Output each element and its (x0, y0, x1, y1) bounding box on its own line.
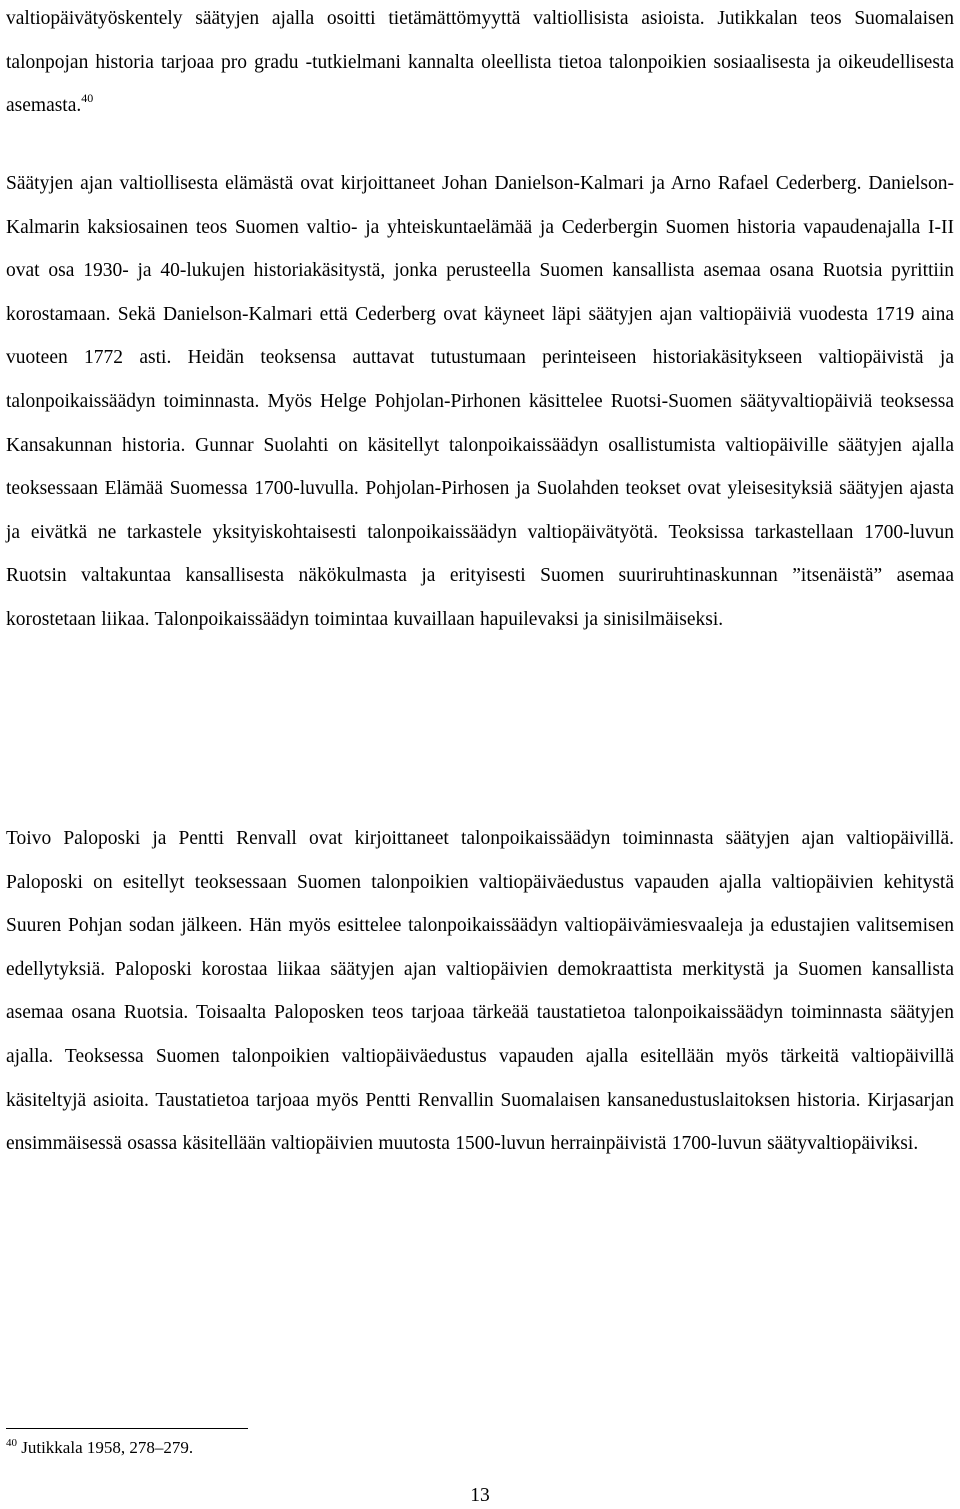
footnote-text: Jutikkala 1958, 278–279. (21, 1438, 194, 1457)
footnote-separator (6, 1428, 248, 1429)
footnote-reference[interactable]: 40 (81, 91, 94, 106)
paragraph-2 (6, 162, 954, 642)
paragraph-2-text: Säätyjen ajan valtiollisesta elämästä ovat kirjoittaneet Johan Danielson-Kalmari ja Arno Rafael Cederberg. Danielson-Kalmarin kaksiosainen teos Suomen valtio- ja yhteiskuntaelämää ja Cederbergin Suomen historia vapaudenajalla I-II ovat osa 1930- ja 40-lukujen historiakäsitystä, jonka perusteella Suomen kansallista asemaa osana Ruotsia pyrittiin korostamaan. Sekä Danielson-Kalmari että Cederberg ovat käyneet läpi säätyjen ajan valtiopäiviä vuodesta 1719 aina vuoteen 1772 asti. Heidän teoksensa auttavat tutustumaan perinteiseen historiakäsitykseen valtiopäivistä ja talonpoikaissäädyn toiminnasta. Myös Helge Pohjolan-Pirhonen käsittelee Ruotsi-Suomen säätyvaltiopäiviä teoksessa Kansakunnan historia. Gunnar Suolahti on käsitellyt talonpoikaissäädyn osallistumista valtiopäiville säätyjen ajalla teoksessaan Elämää Suomessa 1700-luvulla. Pohjolan-Pirhosen ja Suolahden teokset ovat yleisesityksiä säätyjen ajasta ja eivätkä ne tarkastele yksityiskohtaisesti talonpoikaissäädyn valtiopäivätyötä. Teoksissa tarkastellaan 1700-luvun Ruotsin valtakuntaa kansallisesta näkökulmasta ja erityisesti Suomen suuriruhtinaskunnan ”itsenäistä” asemaa korostetaan liikaa. Talonpoikaissäädyn toimintaa kuvaillaan hapuilevaksi ja sinisilmäiseksi. (6, 173, 954, 630)
paragraph-3 (6, 817, 954, 1166)
paragraph-3-text: Toivo Paloposki ja Pentti Renvall ovat kirjoittaneet talonpoikaissäädyn toiminnasta säätyjen ajan valtiopäivillä. Paloposki on esitellyt teoksessaan Suomen talonpoikien valtiopäiväedustus vapauden ajalla valtiopäivien kehitystä Suuren Pohjan sodan jälkeen. Hän myös esittelee talonpoikaissäädyn valtiopäivämiesvaaleja ja edustajien valitsemisen edellytyksiä. Paloposki korostaa liikaa säätyjen ajan valtiopäivien demokraattista merkitystä ja Suomen kansallista asemaa osana Ruotsia. Toisaalta Paloposken teos tarjoaa tärkeää taustatietoa talonpoikaissäädyn toiminnasta säätyjen ajalla. Teoksessa Suomen talonpoikien valtiopäiväedustus vapauden ajalla esitellään myös tärkeitä valtiopäivillä käsiteltyjä asioita. Taustatietoa tarjoaa myös Pentti Renvallin Suomalaisen kansanedustuslaitoksen historia. Kirjasarjan ensimmäisessä osassa käsitellään valtiopäivien muutosta 1500-luvun herrainpäivistä 1700-luvun säätyvaltiopäiviksi. (6, 828, 954, 1155)
footnote-number: 40 (6, 1437, 17, 1449)
page-number: 13 (470, 1485, 490, 1506)
paragraph-1-text: valtiopäivätyöskentely säätyjen ajalla osoitti tietämättömyyttä valtiollisista asioista. Jutikkalan teos Suomalaisen talonpojan historia tarjoaa pro gradu -tutkielmani kannalta oleellista tietoa talonpoikien sosiaalisesta ja oikeudellisesta asemasta. (6, 8, 954, 117)
footnote (6, 1437, 193, 1459)
paragraph-1 (6, 0, 954, 128)
